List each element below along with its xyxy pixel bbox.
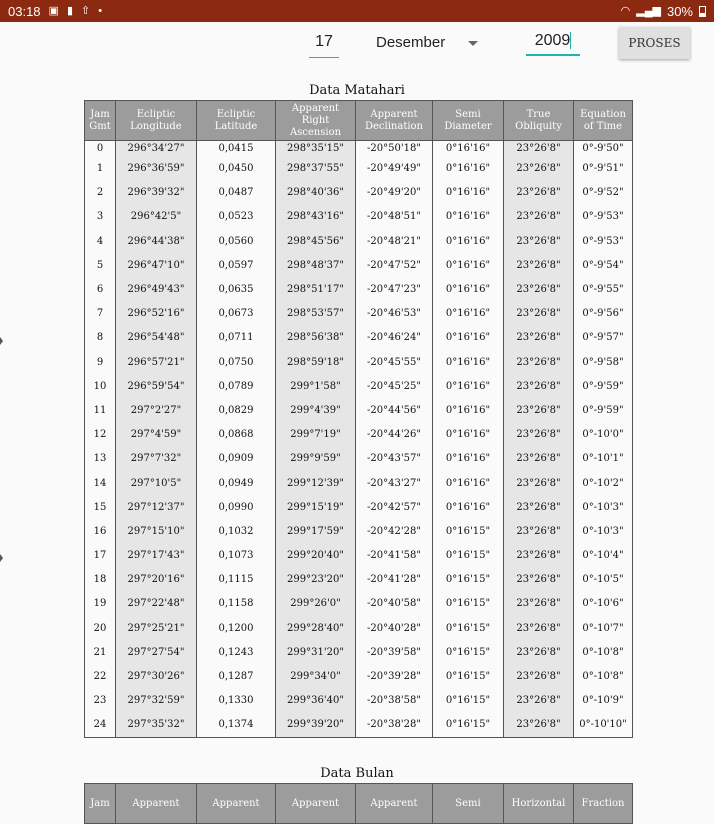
table-cell: 23°26'8" xyxy=(504,350,574,374)
table-cell: 0°16'16" xyxy=(433,398,504,422)
sun-table-header xyxy=(85,101,633,141)
table-cell: 0°16'16" xyxy=(433,423,504,447)
table-row xyxy=(85,326,633,350)
table-cell: 23°26'8" xyxy=(504,253,574,277)
table-cell: 0,0789 xyxy=(197,374,276,398)
table-cell: 299°15'19" xyxy=(276,495,356,519)
table-cell: 297°17'43" xyxy=(116,544,197,568)
table-row xyxy=(85,141,633,157)
table-cell: 20 xyxy=(85,616,116,640)
table-cell: 0°-10'3" xyxy=(574,495,633,519)
moon-header-cell: Apparent xyxy=(276,784,356,824)
table-cell: 299°7'19" xyxy=(276,423,356,447)
table-cell: 23°26'8" xyxy=(504,181,574,205)
table-cell: -20°40'28" xyxy=(356,616,433,640)
table-cell: 299°26'0" xyxy=(276,592,356,616)
table-cell: 0,1374 xyxy=(197,713,276,737)
table-cell: 296°59'54" xyxy=(116,374,197,398)
table-cell: 23°26'8" xyxy=(504,616,574,640)
table-cell: 12 xyxy=(85,423,116,447)
table-cell: 297°30'26" xyxy=(116,664,197,688)
table-cell: -20°39'58" xyxy=(356,640,433,664)
table-cell: 296°42'5" xyxy=(116,205,197,229)
table-cell: 296°49'43" xyxy=(116,277,197,301)
table-cell: 0°-10'6" xyxy=(574,592,633,616)
table-cell: 299°20'40" xyxy=(276,544,356,568)
table-cell: 4 xyxy=(85,229,116,253)
table-cell: 19 xyxy=(85,592,116,616)
table-cell: 296°39'32" xyxy=(116,181,197,205)
table-cell: 0°16'15" xyxy=(433,568,504,592)
table-cell: 297°7'32" xyxy=(116,447,197,471)
edge-marker xyxy=(0,554,3,562)
table-cell: 0,0560 xyxy=(197,229,276,253)
table-cell: 297°27'54" xyxy=(116,640,197,664)
edge-marker xyxy=(0,337,3,345)
table-row xyxy=(85,205,633,229)
table-cell: 0°-9'54" xyxy=(574,253,633,277)
battery-percent: 30% xyxy=(666,3,693,19)
table-cell: 299°34'0" xyxy=(276,664,356,688)
table-cell: 11 xyxy=(85,398,116,422)
sun-header-cell: Ecliptic Latitude xyxy=(197,101,276,141)
upload-icon: ⇧ xyxy=(81,4,91,17)
moon-header-cell: Jam xyxy=(85,784,116,824)
table-cell: 0°-10'3" xyxy=(574,519,633,543)
table-row xyxy=(85,302,633,326)
table-cell: 297°32'59" xyxy=(116,689,197,713)
table-cell: -20°43'27" xyxy=(356,471,433,495)
table-cell: 23°26'8" xyxy=(504,398,574,422)
table-cell: 297°10'5" xyxy=(116,471,197,495)
table-cell: 0°-9'53" xyxy=(574,229,633,253)
table-cell: 0,0750 xyxy=(197,350,276,374)
table-cell: 0°-10'5" xyxy=(574,568,633,592)
table-cell: -20°48'21" xyxy=(356,229,433,253)
table-cell: 298°35'15" xyxy=(276,141,356,157)
table-row xyxy=(85,640,633,664)
table-cell: 296°47'10" xyxy=(116,253,197,277)
table-cell: 0,1243 xyxy=(197,640,276,664)
table-cell: 0°16'15" xyxy=(433,664,504,688)
table-cell: 0°-10'9" xyxy=(574,689,633,713)
table-cell: 0°16'16" xyxy=(433,495,504,519)
table-cell: 297°22'48" xyxy=(116,592,197,616)
table-cell: 0°-10'8" xyxy=(574,640,633,664)
table-cell: -20°46'53" xyxy=(356,302,433,326)
table-cell: 5 xyxy=(85,253,116,277)
table-cell: 0,0949 xyxy=(197,471,276,495)
table-cell: 297°25'21" xyxy=(116,616,197,640)
table-cell: 0,1032 xyxy=(197,519,276,543)
table-cell: 23°26'8" xyxy=(504,544,574,568)
table-cell: 0°-10'2" xyxy=(574,471,633,495)
table-cell: -20°50'18" xyxy=(356,141,433,157)
text-cursor xyxy=(570,32,571,49)
table-cell: 298°59'18" xyxy=(276,350,356,374)
sun-header-cell: Apparent Right Ascension xyxy=(276,101,356,141)
table-cell: 298°48'37" xyxy=(276,253,356,277)
table-cell: 298°51'17" xyxy=(276,277,356,301)
moon-section-title: Data Bulan xyxy=(320,766,394,781)
table-cell: 15 xyxy=(85,495,116,519)
table-cell: 296°54'48" xyxy=(116,326,197,350)
table-cell: 23°26'8" xyxy=(504,568,574,592)
moon-table-header xyxy=(85,784,633,824)
table-cell: 296°52'16" xyxy=(116,302,197,326)
table-cell: 16 xyxy=(85,519,116,543)
table-cell: 23°26'8" xyxy=(504,326,574,350)
table-cell: 0°-9'50" xyxy=(574,141,633,157)
table-cell: 297°4'59" xyxy=(116,423,197,447)
table-cell: 0,1200 xyxy=(197,616,276,640)
gallery-icon: ▣ xyxy=(48,4,59,17)
table-cell: 297°35'32" xyxy=(116,713,197,737)
table-cell: 8 xyxy=(85,326,116,350)
table-cell: 23°26'8" xyxy=(504,157,574,181)
notification-dot-icon: • xyxy=(98,4,103,17)
table-row xyxy=(85,350,633,374)
moon-header-cell: Apparent xyxy=(116,784,197,824)
table-cell: 23°26'8" xyxy=(504,229,574,253)
table-cell: 297°12'37" xyxy=(116,495,197,519)
table-row xyxy=(85,447,633,471)
table-cell: 299°4'39" xyxy=(276,398,356,422)
table-cell: 0°-10'7" xyxy=(574,616,633,640)
table-cell: 298°56'38" xyxy=(276,326,356,350)
sun-header-cell: Apparent Declination xyxy=(356,101,433,141)
table-cell: 0°16'16" xyxy=(433,471,504,495)
sun-header-cell: Ecliptic Longitude xyxy=(116,101,197,141)
table-cell: 0,0635 xyxy=(197,277,276,301)
table-cell: 0,0487 xyxy=(197,181,276,205)
table-cell: 299°28'40" xyxy=(276,616,356,640)
table-cell: 10 xyxy=(85,374,116,398)
table-cell: 0,0523 xyxy=(197,205,276,229)
table-cell: 0°16'16" xyxy=(433,326,504,350)
table-cell: 13 xyxy=(85,447,116,471)
table-cell: 0 xyxy=(85,141,116,157)
table-row xyxy=(85,713,633,737)
table-cell: -20°47'23" xyxy=(356,277,433,301)
table-cell: 6 xyxy=(85,277,116,301)
table-cell: 298°43'16" xyxy=(276,205,356,229)
table-cell: 0°16'16" xyxy=(433,253,504,277)
table-cell: 7 xyxy=(85,302,116,326)
table-cell: 23°26'8" xyxy=(504,205,574,229)
signal-icon: ▂▄▆ xyxy=(636,4,661,17)
battery-icon xyxy=(699,6,706,17)
table-cell: 298°53'57" xyxy=(276,302,356,326)
date-controls xyxy=(0,24,714,68)
table-cell: 0°-10'4" xyxy=(574,544,633,568)
table-cell: 0°-9'59" xyxy=(574,374,633,398)
table-cell: 0,0909 xyxy=(197,447,276,471)
table-cell: 23°26'8" xyxy=(504,640,574,664)
table-cell: 0,1330 xyxy=(197,689,276,713)
table-cell: -20°41'58" xyxy=(356,544,433,568)
table-row xyxy=(85,253,633,277)
table-cell: 0°-9'53" xyxy=(574,205,633,229)
table-cell: 14 xyxy=(85,471,116,495)
table-cell: 23°26'8" xyxy=(504,664,574,688)
table-cell: 0°-10'10" xyxy=(574,713,633,737)
table-cell: 0°-9'58" xyxy=(574,350,633,374)
table-cell: 0°16'16" xyxy=(433,205,504,229)
sun-header-cell: Equation of Time xyxy=(574,101,633,141)
year-value: 2009 xyxy=(534,32,571,49)
table-cell: 299°31'20" xyxy=(276,640,356,664)
table-cell: -20°47'52" xyxy=(356,253,433,277)
table-cell: -20°45'55" xyxy=(356,350,433,374)
table-cell: 0°16'15" xyxy=(433,544,504,568)
table-cell: 0°16'15" xyxy=(433,640,504,664)
month-select[interactable] xyxy=(376,30,480,58)
table-cell: 297°20'16" xyxy=(116,568,197,592)
table-cell: 0°16'15" xyxy=(433,592,504,616)
table-cell: 0°16'16" xyxy=(433,181,504,205)
dropdown-caret-icon xyxy=(468,41,478,46)
table-cell: -20°42'57" xyxy=(356,495,433,519)
table-cell: 298°40'36" xyxy=(276,181,356,205)
table-cell: 0°-9'59" xyxy=(574,398,633,422)
table-cell: 0°16'16" xyxy=(433,350,504,374)
table-cell: 296°57'21" xyxy=(116,350,197,374)
table-cell: 23 xyxy=(85,689,116,713)
table-row xyxy=(85,616,633,640)
table-row xyxy=(85,398,633,422)
table-cell: 22 xyxy=(85,664,116,688)
table-cell: -20°49'20" xyxy=(356,181,433,205)
sun-header-cell: True Obliquity xyxy=(504,101,574,141)
table-cell: 297°2'27" xyxy=(116,398,197,422)
table-cell: 0,1287 xyxy=(197,664,276,688)
table-row xyxy=(85,229,633,253)
sim-card-icon: ▮ xyxy=(66,4,74,17)
table-cell: 296°44'38" xyxy=(116,229,197,253)
table-cell: -20°39'28" xyxy=(356,664,433,688)
table-row xyxy=(85,471,633,495)
table-row xyxy=(85,423,633,447)
table-cell: 0,0829 xyxy=(197,398,276,422)
table-cell: 0°16'15" xyxy=(433,519,504,543)
table-cell: 21 xyxy=(85,640,116,664)
table-cell: 299°12'39" xyxy=(276,471,356,495)
table-cell: 299°17'59" xyxy=(276,519,356,543)
status-bar xyxy=(0,0,714,22)
table-cell: 298°45'56" xyxy=(276,229,356,253)
year-input[interactable] xyxy=(526,30,580,56)
moon-header-cell: Fraction xyxy=(574,784,633,824)
table-cell: 0,0450 xyxy=(197,157,276,181)
sun-header-cell: Jam Gmt xyxy=(85,101,116,141)
table-cell: 299°23'20" xyxy=(276,568,356,592)
table-cell: 298°37'55" xyxy=(276,157,356,181)
status-time: 03:18 xyxy=(8,3,41,19)
table-cell: 0°16'16" xyxy=(433,302,504,326)
table-cell: 18 xyxy=(85,568,116,592)
table-cell: 299°9'59" xyxy=(276,447,356,471)
table-cell: 0°16'16" xyxy=(433,229,504,253)
table-row xyxy=(85,568,633,592)
table-cell: 3 xyxy=(85,205,116,229)
table-cell: 0,0711 xyxy=(197,326,276,350)
table-cell: 0°16'16" xyxy=(433,157,504,181)
table-cell: 24 xyxy=(85,713,116,737)
table-cell: 0°16'15" xyxy=(433,689,504,713)
table-cell: 0°16'16" xyxy=(433,447,504,471)
table-cell: 23°26'8" xyxy=(504,713,574,737)
table-cell: -20°38'28" xyxy=(356,713,433,737)
wifi-icon: ◠ xyxy=(620,4,631,17)
table-cell: 299°1'58" xyxy=(276,374,356,398)
table-cell: 1 xyxy=(85,157,116,181)
table-cell: 0°16'16" xyxy=(433,374,504,398)
table-cell: 2 xyxy=(85,181,116,205)
table-cell: 0°-9'51" xyxy=(574,157,633,181)
table-row xyxy=(85,689,633,713)
table-row xyxy=(85,374,633,398)
table-cell: 0,0597 xyxy=(197,253,276,277)
moon-data-table xyxy=(84,783,633,824)
table-cell: 297°15'10" xyxy=(116,519,197,543)
proses-button[interactable]: PROSES xyxy=(619,27,690,59)
table-cell: 0°16'15" xyxy=(433,616,504,640)
table-cell: 23°26'8" xyxy=(504,689,574,713)
table-row xyxy=(85,181,633,205)
table-cell: 23°26'8" xyxy=(504,447,574,471)
table-row xyxy=(85,495,633,519)
table-cell: 0°-10'8" xyxy=(574,664,633,688)
table-cell: 0,1073 xyxy=(197,544,276,568)
month-selected-value: Desember xyxy=(376,34,446,51)
moon-header-cell: Apparent xyxy=(197,784,276,824)
table-cell: 0,1115 xyxy=(197,568,276,592)
day-input[interactable]: 17 xyxy=(309,30,339,58)
table-cell: 296°34'27" xyxy=(116,141,197,157)
moon-header-cell: Semi xyxy=(433,784,504,824)
table-row xyxy=(85,277,633,301)
moon-header-cell: Apparent xyxy=(356,784,433,824)
table-row xyxy=(85,544,633,568)
table-cell: -20°45'25" xyxy=(356,374,433,398)
table-cell: 23°26'8" xyxy=(504,592,574,616)
table-cell: 23°26'8" xyxy=(504,374,574,398)
table-cell: -20°38'58" xyxy=(356,689,433,713)
table-cell: 0,1158 xyxy=(197,592,276,616)
table-cell: 0°-10'1" xyxy=(574,447,633,471)
table-row xyxy=(85,519,633,543)
sun-section-title: Data Matahari xyxy=(309,83,405,98)
table-cell: -20°42'28" xyxy=(356,519,433,543)
table-cell: -20°44'56" xyxy=(356,398,433,422)
table-cell: 23°26'8" xyxy=(504,277,574,301)
table-cell: 23°26'8" xyxy=(504,495,574,519)
table-cell: 0°-9'56" xyxy=(574,302,633,326)
table-row xyxy=(85,664,633,688)
sun-header-cell: Semi Diameter xyxy=(433,101,504,141)
table-cell: 0°-9'52" xyxy=(574,181,633,205)
table-cell: -20°43'57" xyxy=(356,447,433,471)
table-cell: 0,0990 xyxy=(197,495,276,519)
table-cell: 0°16'15" xyxy=(433,713,504,737)
table-cell: 0°16'16" xyxy=(433,141,504,157)
table-cell: 0,0415 xyxy=(197,141,276,157)
table-cell: -20°44'26" xyxy=(356,423,433,447)
table-cell: 299°36'40" xyxy=(276,689,356,713)
sun-data-table xyxy=(84,100,633,738)
table-cell: 0,0868 xyxy=(197,423,276,447)
table-cell: -20°40'58" xyxy=(356,592,433,616)
table-cell: 296°36'59" xyxy=(116,157,197,181)
table-cell: 0°16'16" xyxy=(433,277,504,301)
table-cell: 0°-10'0" xyxy=(574,423,633,447)
table-cell: -20°46'24" xyxy=(356,326,433,350)
table-row xyxy=(85,157,633,181)
table-cell: 23°26'8" xyxy=(504,471,574,495)
moon-header-cell: Horizontal xyxy=(504,784,574,824)
table-cell: 0°-9'57" xyxy=(574,326,633,350)
table-cell: 23°26'8" xyxy=(504,519,574,543)
table-cell: 299°39'20" xyxy=(276,713,356,737)
table-cell: -20°49'49" xyxy=(356,157,433,181)
table-cell: 23°26'8" xyxy=(504,423,574,447)
table-row xyxy=(85,592,633,616)
table-cell: 0°-9'55" xyxy=(574,277,633,301)
table-cell: 23°26'8" xyxy=(504,302,574,326)
table-cell: 0,0673 xyxy=(197,302,276,326)
table-cell: -20°41'28" xyxy=(356,568,433,592)
table-cell: 9 xyxy=(85,350,116,374)
table-cell: 23°26'8" xyxy=(504,141,574,157)
table-cell: 17 xyxy=(85,544,116,568)
table-cell: -20°48'51" xyxy=(356,205,433,229)
